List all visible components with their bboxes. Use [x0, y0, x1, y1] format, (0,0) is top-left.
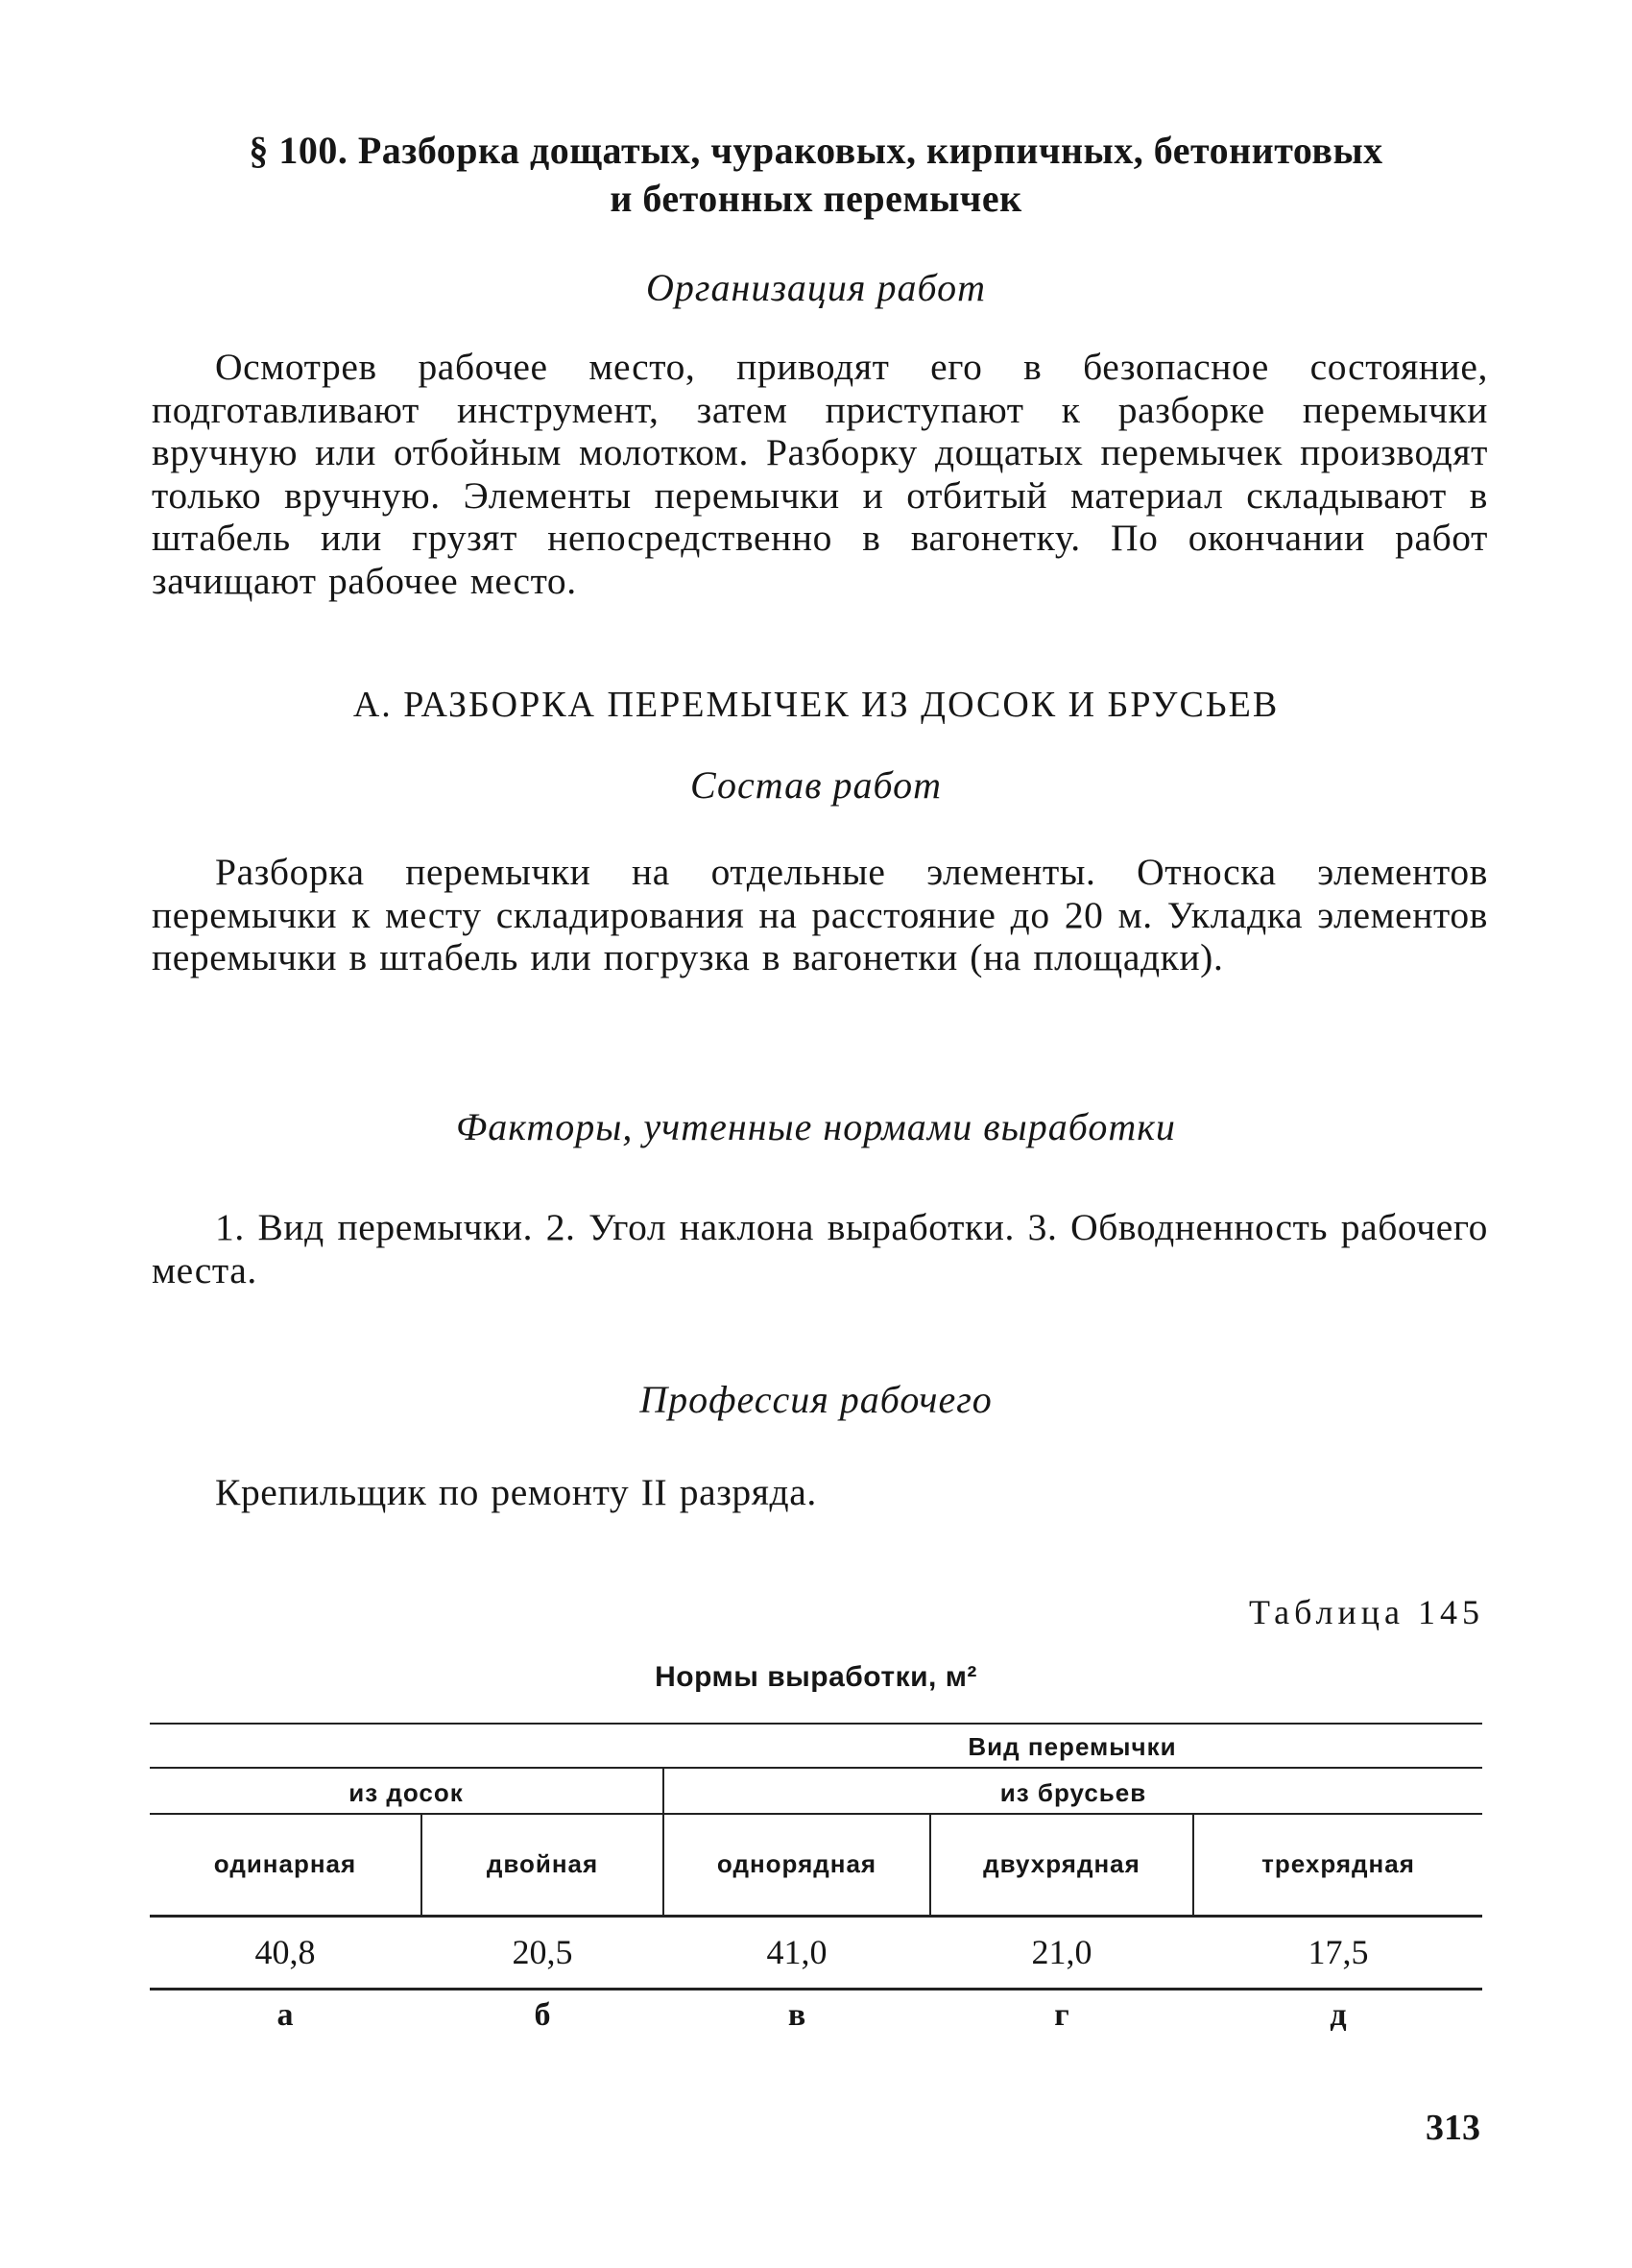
table-col-header: однорядная [716, 1849, 877, 1878]
table-group-beams: из брусьев [999, 1778, 1147, 1807]
norms-table [150, 1723, 1482, 2049]
organization-text: Осмотрев рабочее место, приводят его в безопасное состояние, подготавливают инструмент, затем приступают к разборке перемычки вручную или отбойным молотком. Разборку дощатых перемычек производят только вручную. Элементы перемычки и отбитый материал складывают в штабель или грузят непосредственно в вагонетку. По окончании работ зачищают рабочее место. [152, 346, 1488, 602]
composition-heading: Состав работ [690, 763, 942, 807]
table-col-header: двойная [486, 1849, 599, 1878]
table-header-rule-1 [150, 1767, 1482, 1769]
table-value: 17,5 [1308, 1933, 1369, 1971]
table-col-key: б [534, 1997, 551, 2033]
part-a-heading: А. РАЗБОРКА ПЕРЕМЫЧЕК ИЗ ДОСОК И БРУСЬЕВ [352, 685, 1280, 725]
table-top-rule [150, 1723, 1482, 1725]
table-title: Нормы выработки, м² [655, 1661, 977, 1693]
table-group-boards: из досок [348, 1778, 464, 1807]
page-number: 313 [1426, 2108, 1480, 2148]
table-col-header: одинарная [213, 1849, 357, 1878]
table-value: 20,5 [512, 1933, 573, 1971]
table-col-key: д [1330, 1997, 1347, 2033]
section-title-line2: и бетонных перемычек [610, 177, 1022, 220]
table-values-bottom-rule [150, 1988, 1482, 1991]
table-header-bottom-rule [150, 1915, 1482, 1918]
profession-text: Крепильщик по ремонту II разряда. [215, 1471, 817, 1513]
table-col-header: трехрядная [1261, 1849, 1415, 1878]
profession-heading: Профессия рабочего [639, 1378, 993, 1421]
table-col-key: в [787, 1997, 806, 2033]
organization-heading: Организация работ [645, 266, 986, 309]
factors-text: 1. Вид перемычки. 2. Угол наклона выработки. 3. Обводненность рабочего места. [152, 1206, 1488, 1291]
table-col-key: г [1054, 1997, 1069, 2033]
table-value: 21,0 [1031, 1933, 1092, 1971]
table-col-header: двухрядная [983, 1849, 1140, 1878]
table-header-top: Вид перемычки [968, 1732, 1177, 1761]
composition-text: Разборка перемычки на отдельные элементы. Относка элементов перемычки к месту складирования на расстояние до 20 м. Укладка элементов перемычки в штабель или погрузка в вагонетки (на площадки). [152, 851, 1488, 978]
factors-heading: Факторы, учтенные нормами выработки [456, 1105, 1176, 1148]
table-value: 41,0 [766, 1933, 828, 1971]
table-label: Таблица 145 [1249, 1593, 1484, 1631]
section-title [154, 127, 1478, 223]
section-title-line1: § 100. Разборка дощатых, чураковых, кирпичных, бетонитовых [249, 129, 1383, 172]
table-col-key: а [276, 1997, 294, 2033]
table-header-rule-2 [150, 1813, 1482, 1815]
table-value: 40,8 [254, 1933, 316, 1971]
